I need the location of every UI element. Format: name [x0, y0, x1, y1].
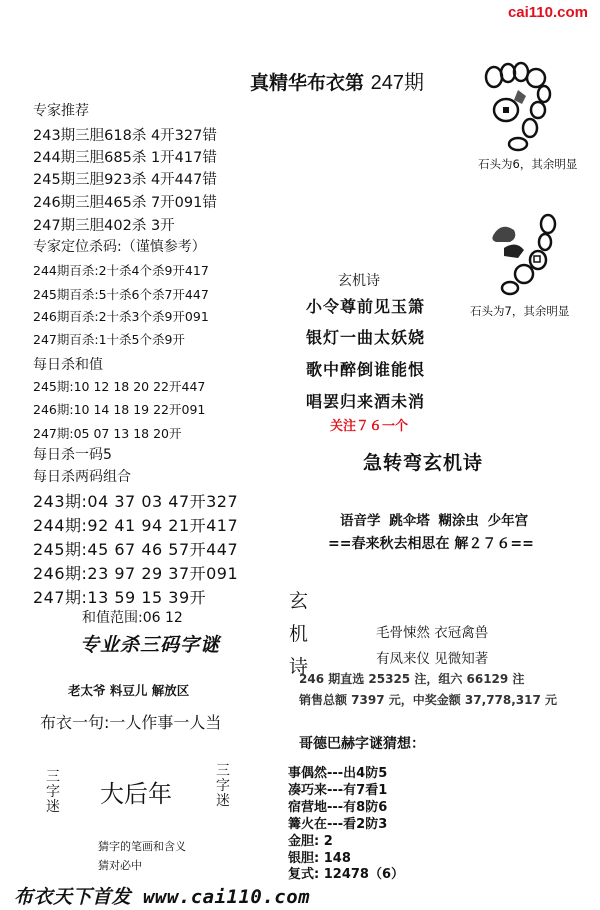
sum-range: 和值范围:06 12 — [82, 610, 183, 626]
stats-line: 246 期直选 25325 注，组六 66129 注 — [299, 672, 525, 686]
two-code-row: 246期:23 97 29 37开091 — [33, 564, 239, 583]
gede-row: 银胆: 148 — [288, 851, 351, 866]
expert-row: 243期三胆618杀 4开327错 — [33, 128, 217, 144]
riddle-left-vertical: 三字迷 — [46, 769, 60, 815]
xuanji-line: 毛骨悚然 衣冠禽兽 — [376, 625, 489, 641]
xuanji-char: 玄 — [289, 590, 309, 612]
expert-row: 244期三胆685杀 1开417错 — [33, 150, 217, 166]
buyi-line: 布衣一句:一人作事一人当 — [40, 713, 222, 732]
page-title — [250, 66, 424, 95]
poem-line: 歌中醉倒谁能恨 — [306, 360, 426, 379]
riddle-note: 猜字的笔画和含义 — [98, 840, 186, 853]
jizhuan-title: 急转弯玄机诗 — [363, 452, 484, 474]
gede-row: 篝火在---看2防3 — [288, 817, 388, 832]
gede-row: 宿营地---有8防6 — [288, 800, 388, 815]
poem-line: 唱罢归来酒未消 — [306, 392, 426, 411]
gede-row: 凑巧来---有7看1 — [288, 783, 388, 798]
stats-line: 销售总额 7397 元，中奖金额 37,778,317 元 — [299, 693, 558, 707]
two-code-row: 244期:92 41 94 21开417 — [33, 516, 239, 535]
coin-chain-image-1 — [478, 60, 558, 152]
image-caption-1: 石头为6，其余明显 — [478, 157, 578, 171]
poem-heading: 玄机诗 — [338, 273, 380, 289]
sum-kill-row: 246期:10 14 18 19 22开091 — [33, 402, 206, 417]
expert-heading: 专家推荐 — [33, 103, 89, 119]
riddle-right-vertical: 三字迷 — [216, 763, 230, 809]
position-kill-row: 244期百杀:2十杀4个杀9开417 — [33, 263, 209, 278]
poem-line: 小令尊前见玉箫 — [306, 297, 426, 316]
riddle-words: 语音学 跳伞塔 糊涂虫 少年宫 — [340, 513, 529, 529]
two-code-row: 243期:04 37 03 47开327 — [33, 492, 239, 511]
position-kill-row: 246期百杀:2十杀3个杀9开091 — [33, 309, 209, 324]
xuanji-line: 有凤来仪 见微知著 — [376, 651, 489, 667]
sum-kill-heading: 每日杀和值 — [33, 357, 103, 373]
gede-row: 事偶然---出4防5 — [288, 766, 388, 781]
sum-kill-row: 245期:10 12 18 20 22开447 — [33, 379, 206, 394]
poem-line: 银灯一曲太妖娆 — [306, 328, 426, 347]
riddle-note: 猜对必中 — [98, 859, 142, 872]
footer-site: 布衣天下首发 www.cai110.com — [14, 886, 311, 908]
expert-row: 245期三胆923杀 4开447错 — [33, 172, 217, 188]
site-watermark: cai110.com — [507, 4, 588, 21]
poem-note: 关注７６一个 — [330, 419, 409, 434]
position-kill-row: 245期百杀:5十杀6个杀7开447 — [33, 287, 209, 302]
expert-row: 246期三胆465杀 7开091错 — [33, 195, 217, 211]
gede-row: 金胆: 2 — [288, 834, 333, 849]
riddle-center-word: 大后年 — [100, 780, 172, 808]
two-code-row: 245期:45 67 46 57开447 — [33, 540, 239, 559]
coin-chain-image-2 — [488, 210, 570, 296]
two-code-row: 247期:13 59 15 39开 — [33, 588, 207, 607]
kill-one-code: 每日杀一码5 — [33, 447, 112, 463]
expert-row: 247期三胆402杀 3开 — [33, 218, 175, 234]
calligraphy-title: 专业杀三码字谜 — [80, 634, 221, 656]
xuanji-char: 诗 — [289, 656, 309, 678]
image-caption-2: 石头为7，其余明显 — [470, 304, 570, 318]
chunlai-line: ==春来秋去相思在 解２７６== — [328, 536, 534, 552]
page-title-text: 真精华布衣第 — [250, 72, 365, 94]
position-kill-row: 247期百杀:1十杀5个杀9开 — [33, 332, 185, 347]
laotaiye-line: 老太爷 料豆儿 解放区 — [68, 683, 190, 698]
gede-heading: 哥德巴赫字谜猜想： — [299, 736, 425, 752]
xuanji-char: 机 — [289, 623, 309, 645]
two-code-heading: 每日杀两码组合 — [33, 469, 131, 485]
issue-number: 247期 — [370, 72, 425, 94]
position-kill-heading: 专家定位杀码:（谨慎参考） — [33, 239, 206, 255]
sum-kill-row: 247期:05 07 13 18 20开 — [33, 426, 182, 441]
gede-row: 复式: 12478（6） — [288, 867, 404, 882]
